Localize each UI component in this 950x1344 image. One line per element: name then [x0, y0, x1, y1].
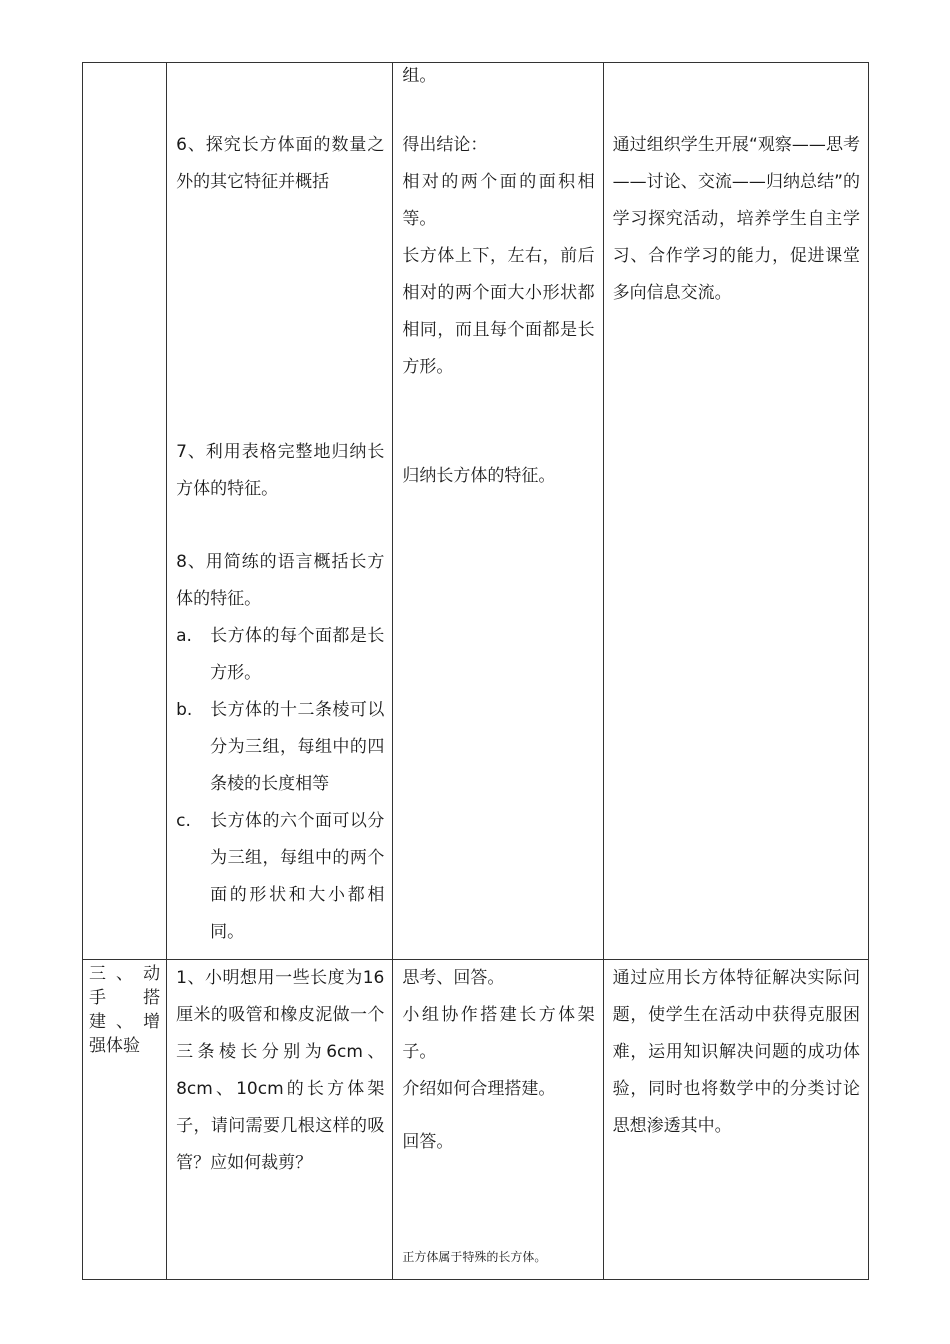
stage-title: 三 、 动手 搭建、增 强体验 [89, 964, 161, 1056]
teacher-item-7: 7、利用表格完整地归纳长方体的特征。 [176, 442, 385, 499]
student-activity-cell [393, 63, 603, 960]
design-intent-text: 通过组织学生开展“观察——思考——讨论、交流——归纳总结”的学习探究活动，培养学生自主学习、合作学习的能力，促进课堂多向信息交流。 [612, 135, 860, 303]
table-row [83, 63, 869, 960]
list-item [176, 692, 384, 803]
design-intent-text: 通过应用长方体特征解决实际问题，使学生在活动中获得克服困难，运用知识解决问题的成功体验，同时也将数学中的分类讨论思想渗透其中。 [612, 968, 860, 1136]
list-text: 长方体的十二条棱可以分为三组，每组中的四条棱的长度相等 [210, 700, 385, 794]
list-text: 长方体的六个面可以分为三组，每组中的两个面的形状和大小都相同。 [210, 811, 385, 942]
student-line-3: 介绍如何合理搭建。 [402, 1079, 556, 1099]
teacher-activity-cell [167, 63, 393, 960]
student-note: 正方体属于特殊的长方体。 [402, 1250, 547, 1264]
teacher-activity-cell [167, 960, 393, 1280]
conclusion-1: 相对的两个面的面积相等。 [402, 172, 595, 229]
student-line-1: 思考、回答。 [402, 968, 505, 988]
list-marker: c. [176, 811, 191, 831]
teacher-item-6: 6、探究长方体面的数量之外的其它特征并概括 [176, 135, 385, 192]
lesson-plan-table [82, 62, 869, 1280]
list-item [176, 618, 384, 692]
table-row [83, 960, 869, 1280]
student-line-4: 回答。 [402, 1132, 454, 1152]
student-activity-cell [393, 960, 603, 1280]
list-item [176, 803, 384, 951]
design-intent-cell [603, 960, 868, 1280]
teacher-problem-1: 1、小明想用一些长度为16厘米的吸管和橡皮泥做一个三条棱长分别为6cm、8cm、10cm的长方体架子，请问需要几根这样的吸管？应如何裁剪？ [176, 968, 385, 1173]
stage-cell [83, 63, 167, 960]
list-text: 长方体的每个面都是长方形。 [210, 626, 385, 683]
student-summary: 归纳长方体的特征。 [402, 466, 556, 486]
feature-list [176, 618, 384, 951]
conclusion-label: 得出结论： [402, 135, 488, 155]
student-continued-text: 组。 [402, 66, 437, 86]
design-intent-cell [603, 63, 868, 960]
list-marker: b. [176, 700, 193, 720]
stage-cell [83, 960, 167, 1280]
conclusion-2: 长方体上下，左右，前后相对的两个面大小形状都相同，而且每个面都是长方形。 [402, 246, 595, 377]
list-marker: a. [176, 626, 192, 646]
teacher-item-8: 8、用简练的语言概括长方体的特征。 [176, 552, 385, 609]
student-line-2: 小组协作搭建长方体架子。 [402, 1005, 595, 1062]
